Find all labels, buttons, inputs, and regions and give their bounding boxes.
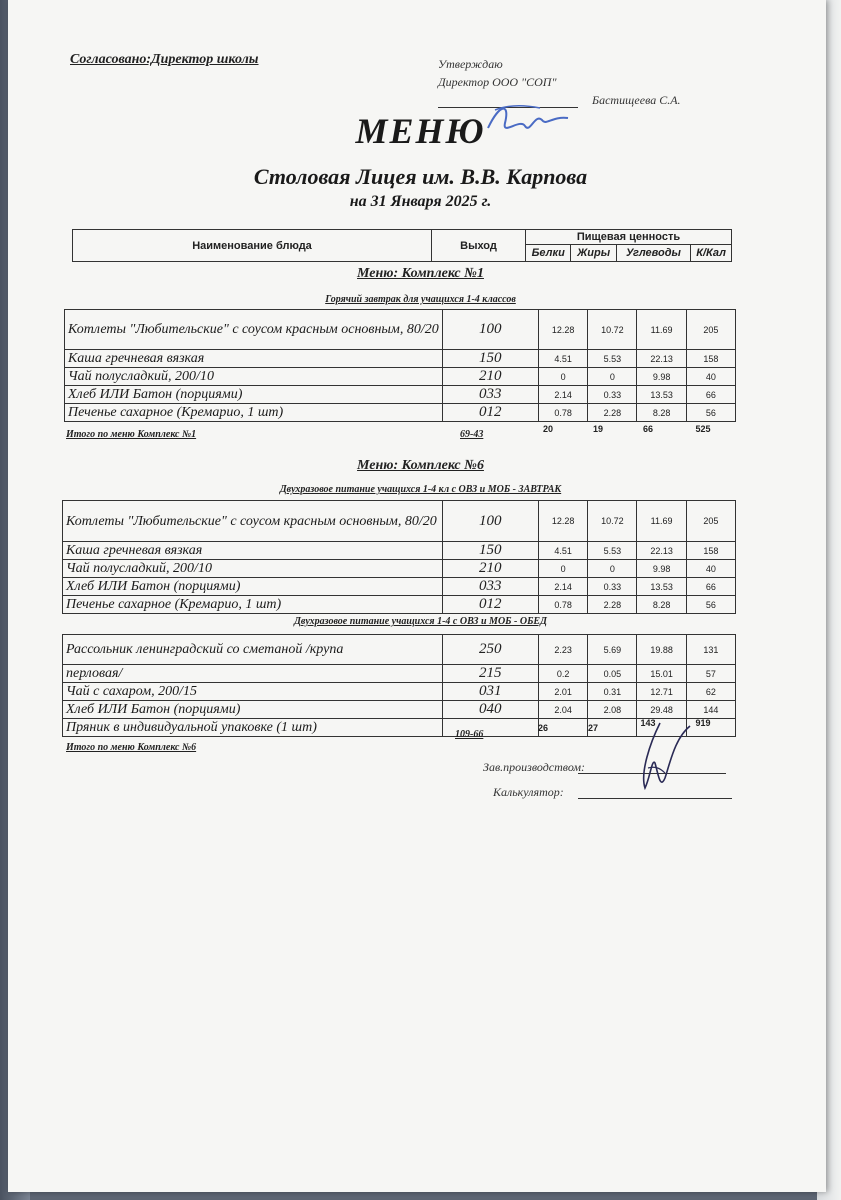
table-row [65, 368, 736, 386]
dish-kcal: 205 [686, 310, 735, 350]
dish-fats: 10.72 [588, 501, 637, 542]
dish-output: 040 [442, 701, 538, 719]
dish-kcal: 131 [686, 635, 735, 665]
complex6-total-fats: 27 [587, 723, 598, 733]
approved-by: Согласовано:Директор школы [70, 52, 259, 67]
dish-fats: 10.72 [588, 310, 637, 350]
dish-name: Чай полусладкий, 200/10 [63, 560, 443, 578]
dish-output: 100 [442, 501, 538, 542]
dish-kcal: 158 [686, 542, 735, 560]
table-row [63, 542, 736, 560]
dish-fats: 0.05 [588, 665, 637, 683]
dish-name: Хлеб ИЛИ Батон (порциями) [65, 386, 443, 404]
dish-kcal: 62 [686, 683, 735, 701]
header-fats: Жиры [571, 245, 616, 262]
production-head-label: Зав.производством: [483, 760, 586, 774]
dish-proteins: 0 [539, 560, 588, 578]
dish-output: 215 [442, 665, 538, 683]
dish-fats: 0 [588, 368, 637, 386]
complex6-breakfast-table [62, 500, 736, 614]
dish-output: 250 [442, 635, 538, 665]
dish-kcal: 56 [686, 404, 735, 422]
dish-proteins: 0.2 [539, 665, 588, 683]
dish-output: 210 [442, 368, 538, 386]
dish-fats: 0 [588, 560, 637, 578]
complex6-total-label: Итого по меню Комплекс №6 [66, 742, 197, 753]
dish-kcal: 144 [686, 701, 735, 719]
dish-proteins: 4.51 [539, 542, 588, 560]
dish-proteins: 0 [539, 368, 588, 386]
dish-carbs: 8.28 [637, 404, 686, 422]
menu-date: на 31 Января 2025 г. [349, 193, 492, 210]
dish-name: Котлеты "Любительские" с соусом красным основным, 80/20 [65, 310, 443, 350]
affirm-line2: Директор ООО "СОП" [438, 75, 557, 89]
dish-output: 031 [442, 683, 538, 701]
dish-proteins: 0.78 [539, 596, 588, 614]
table-row [63, 501, 736, 542]
dish-output: 150 [442, 542, 538, 560]
dish-carbs: 12.71 [637, 683, 686, 701]
complex1-table [64, 309, 736, 422]
dish-output: 012 [442, 404, 538, 422]
dish-kcal: 56 [686, 596, 735, 614]
complex1-total-fats: 19 [592, 424, 603, 434]
dish-proteins: 2.01 [539, 683, 588, 701]
dish-carbs: 15.01 [637, 665, 686, 683]
dish-kcal: 205 [686, 501, 735, 542]
complex1-total-proteins: 20 [542, 424, 553, 434]
dish-fats: 2.08 [588, 701, 637, 719]
dish-carbs: 22.13 [637, 542, 686, 560]
dish-proteins: 12.28 [539, 310, 588, 350]
table-row [63, 665, 736, 683]
complex1-total-price: 69-43 [460, 429, 484, 440]
complex6-total-proteins: 26 [537, 723, 548, 733]
page-title: МЕНЮ [355, 111, 486, 151]
dish-carbs: 9.98 [637, 560, 686, 578]
dish-proteins: 0.78 [539, 404, 588, 422]
dish-carbs: 13.53 [637, 578, 686, 596]
dish-fats: 5.53 [588, 350, 637, 368]
dish-carbs: 9.98 [637, 368, 686, 386]
table-row [63, 635, 736, 665]
dish-proteins: 2.23 [539, 635, 588, 665]
complex6-subtitle-lunch: Двухразовое питание учащихся 1-4 с ОВЗ и МОБ - ОБЕД [294, 616, 547, 627]
header-output: Выход [432, 230, 526, 262]
dish-output: 012 [442, 596, 538, 614]
dish-output: 210 [442, 560, 538, 578]
dish-proteins: 2.04 [539, 701, 588, 719]
table-row [65, 404, 736, 422]
dish-kcal: 158 [686, 350, 735, 368]
complex1-subtitle: Горячий завтрак для учащихся 1-4 классов [325, 294, 516, 305]
dish-carbs: 13.53 [637, 386, 686, 404]
dish-fats: 0.33 [588, 578, 637, 596]
dish-name: Чай с сахаром, 200/15 [63, 683, 443, 701]
dish-fats: 2.28 [588, 596, 637, 614]
director-name: Бастищеева С.А. [592, 93, 681, 107]
dish-fats: 5.69 [588, 635, 637, 665]
dish-kcal: 40 [686, 560, 735, 578]
dish-name: Хлеб ИЛИ Батон (порциями) [63, 578, 443, 596]
production-head-signature [630, 718, 700, 798]
affirm-line1: Утверждаю [438, 57, 503, 71]
dish-carbs: 22.13 [637, 350, 686, 368]
dish-proteins: 2.14 [539, 578, 588, 596]
dish-name: Каша гречневая вязкая [63, 542, 443, 560]
calculator-label: Калькулятор: [493, 785, 564, 799]
dish-carbs: 11.69 [637, 501, 686, 542]
dish-output: 150 [442, 350, 538, 368]
dish-fats: 5.53 [588, 542, 637, 560]
dish-name: перловая/ [63, 665, 443, 683]
dish-fats: 2.28 [588, 404, 637, 422]
dish-name: Пряник в индивидуальной упаковке (1 шт) [63, 719, 443, 737]
dish-kcal: 66 [686, 386, 735, 404]
dish-proteins: 2.14 [539, 386, 588, 404]
header-nutrition: Пищевая ценность [526, 230, 732, 245]
dish-proteins: 4.51 [539, 350, 588, 368]
dish-carbs: 29.48 [637, 701, 686, 719]
dish-output: 033 [442, 386, 538, 404]
header-carbs: Углеводы [616, 245, 690, 262]
complex6-subtitle-breakfast: Двухразовое питание учащихся 1-4 кл с ОВЗ и МОБ - ЗАВТРАК [279, 484, 562, 495]
complex1-total-kcal: 525 [695, 424, 711, 434]
dish-carbs: 8.28 [637, 596, 686, 614]
table-row [63, 560, 736, 578]
dish-name: Печенье сахарное (Кремарио, 1 шт) [65, 404, 443, 422]
dish-name: Хлеб ИЛИ Батон (порциями) [63, 701, 443, 719]
dish-proteins: 12.28 [539, 501, 588, 542]
complex6-title: Меню: Комплекс №6 [357, 458, 484, 473]
dish-kcal: 40 [686, 368, 735, 386]
header-kcal: К/Кал [691, 245, 732, 262]
dish-output: 033 [442, 578, 538, 596]
dish-name: Каша гречневая вязкая [65, 350, 443, 368]
dish-name: Рассольник ленинградский со сметаной /крупа [63, 635, 443, 665]
table-row [65, 350, 736, 368]
complex6-total-carbs: 143 [640, 718, 656, 728]
affirm-block [438, 55, 557, 91]
dish-name: Чай полусладкий, 200/10 [65, 368, 443, 386]
complex1-title: Меню: Комплекс №1 [357, 266, 484, 281]
complex1-total-carbs: 66 [642, 424, 653, 434]
complex6-total-price: 109-66 [455, 729, 484, 740]
table-row [63, 701, 736, 719]
table-row [63, 596, 736, 614]
canteen-name: Столовая Лицея им. В.В. Карпова [253, 164, 588, 189]
dish-kcal: 66 [686, 578, 735, 596]
table-row [63, 683, 736, 701]
table-row [63, 578, 736, 596]
table-row [65, 386, 736, 404]
complex1-total-label: Итого по меню Комплекс №1 [66, 429, 197, 440]
dish-kcal: 57 [686, 665, 735, 683]
complex6-total-kcal: 919 [695, 718, 711, 728]
dish-output: 100 [442, 310, 538, 350]
table-header [72, 229, 732, 262]
header-proteins: Белки [526, 245, 571, 262]
dish-name: Котлеты "Любительские" с соусом красным основным, 80/20 [63, 501, 443, 542]
dish-name: Печенье сахарное (Кремарио, 1 шт) [63, 596, 443, 614]
header-dish-name: Наименование блюда [73, 230, 432, 262]
dish-carbs: 11.69 [637, 310, 686, 350]
dish-fats: 0.33 [588, 386, 637, 404]
dish-carbs: 19.88 [637, 635, 686, 665]
table-row [65, 310, 736, 350]
dish-fats: 0.31 [588, 683, 637, 701]
calculator-line [578, 798, 732, 799]
